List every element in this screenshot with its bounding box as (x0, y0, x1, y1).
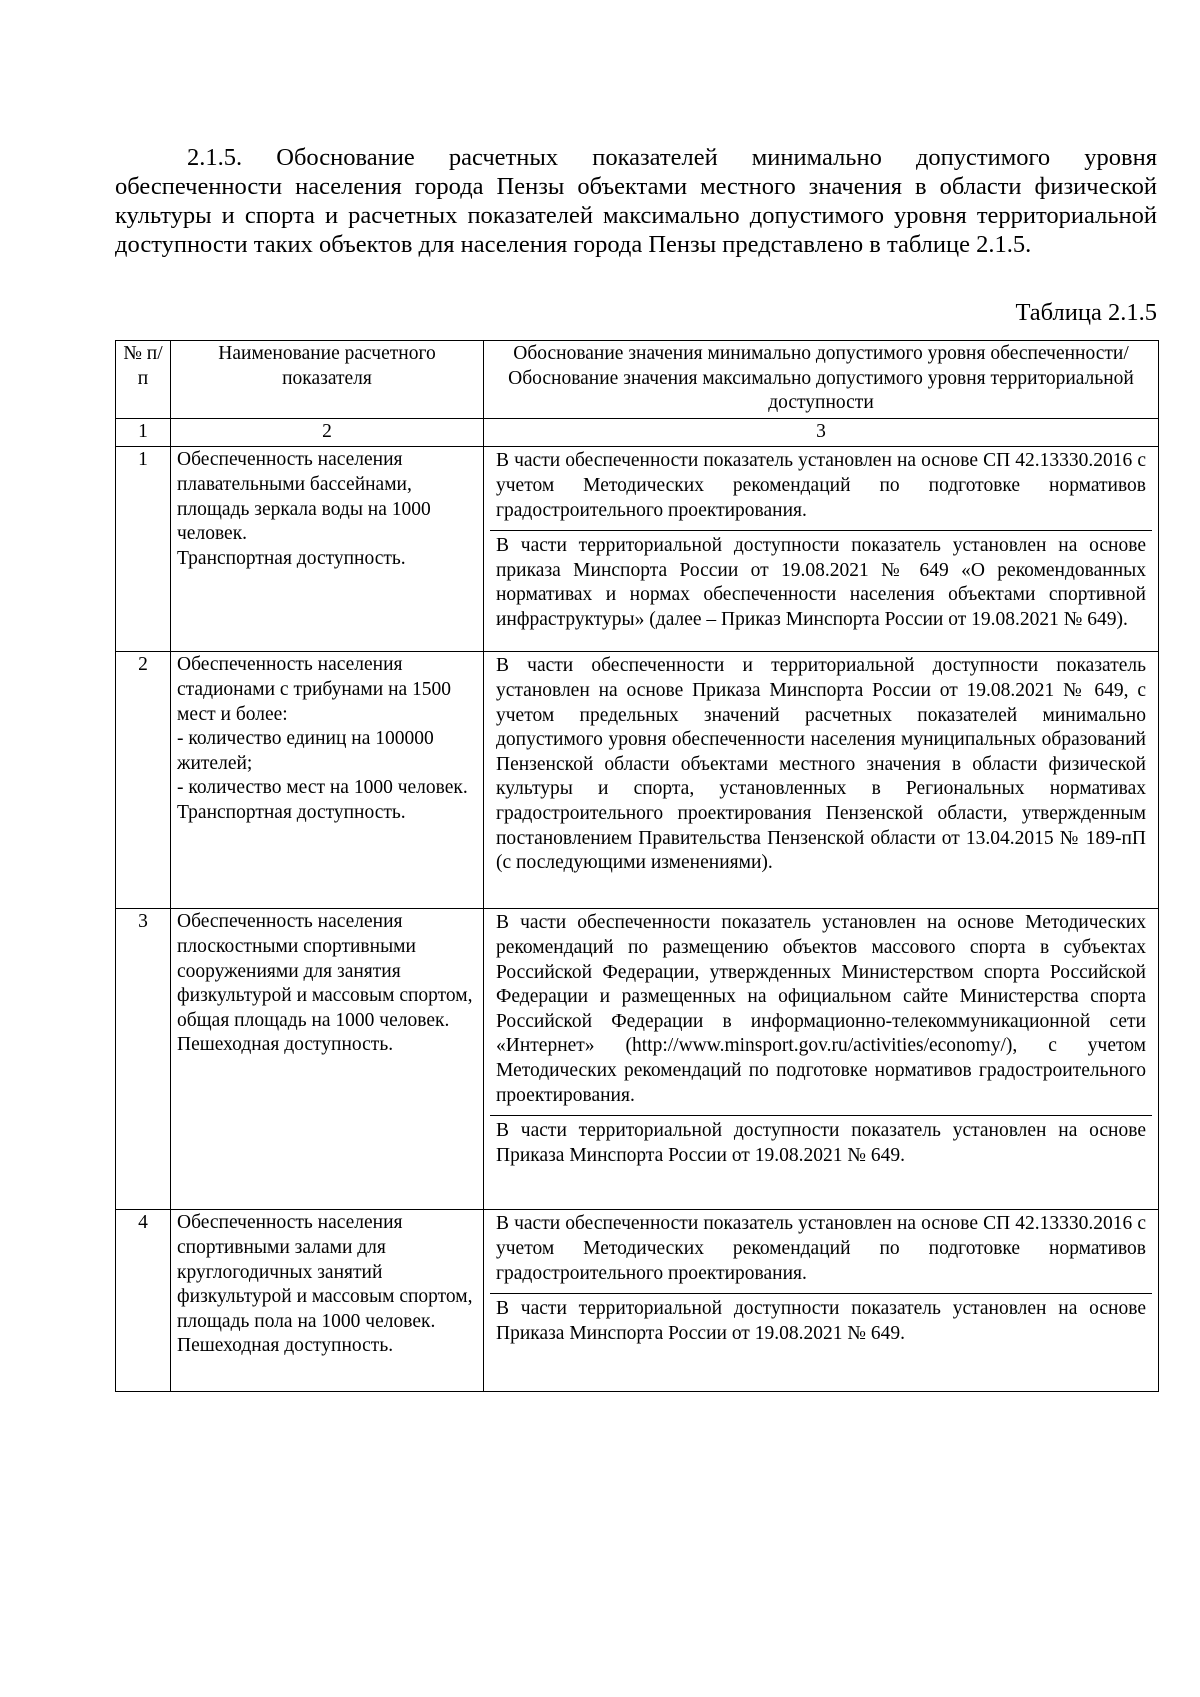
indicator-name-line: Пешеходная доступность. (177, 1335, 394, 1357)
intro-paragraph: 2.1.5. Обоснование расчетных показателей минимально допустимого уровня обеспеченности населения города Пензы объектами местного значения в области физической культуры и спорта и расчетных показателей максимально допустимого уровня территориальной доступности таких объектов для населения города Пензы представлено в таблице 2.1.5. (115, 144, 1157, 258)
row-number: 3 (116, 909, 171, 1210)
justification-cell (484, 652, 1159, 909)
table-header-row (116, 341, 1159, 419)
indicator-name-line: Обеспеченность населения стадионами с трибунами на 1500 мест и более: (177, 654, 452, 725)
justification-text: В части обеспеченности показатель установлен на основе СП 42.13330.2016 с учетом Методических рекомендаций по подготовке нормативов градостроительного проектирования. (496, 1213, 1146, 1284)
indicator-name (171, 1210, 484, 1392)
table-row (116, 447, 1159, 652)
justification-text: В части обеспеченности показатель установлен на основе СП 42.13330.2016 с учетом Методических рекомендаций по подготовке нормативов градостроительного проектирования. (496, 450, 1146, 521)
justification-cell (484, 447, 1159, 652)
column-number-3: 3 (484, 418, 1159, 447)
column-number-1: 1 (116, 418, 171, 447)
row-number: 2 (116, 652, 171, 909)
row-number: 1 (116, 447, 171, 652)
header-num: № п/п (116, 341, 171, 419)
indicator-name-line: Транспортная доступность. (177, 547, 406, 569)
header-justification-line2: Обоснование значения максимально допустимого уровня территориальной доступности (508, 367, 1134, 414)
table-caption: Таблица 2.1.5 (1015, 299, 1157, 326)
justification-cell (484, 909, 1159, 1210)
indicator-name (171, 652, 484, 909)
header-justification (484, 341, 1159, 419)
justification-text: В части территориальной доступности показатель установлен на основе приказа Минспорта России от 19.08.2021 № 649 «О рекомендованных нормативах и нормах обеспеченности населения объектами спортивной инфраструктуры» (далее – Приказ Минспорта России от 19.08.2021 № 649). (490, 530, 1152, 635)
indicator-name-line: - количество мест на 1000 человек. (177, 777, 468, 799)
justification-cell (484, 1210, 1159, 1392)
indicator-name-line: Транспортная доступность. (177, 801, 406, 823)
indicator-name (171, 447, 484, 652)
justification-table (115, 340, 1159, 1392)
row-number: 4 (116, 1210, 171, 1392)
justification-text: В части обеспеченности показатель установлен на основе Методических рекомендаций по размещению объектов массового спорта в субъектах Российской Федерации, утвержденных Министерством спорта Российской Федерации и размещенных на официальном сайте Министерства спорта Российской Федерации в информационно-телекоммуникационной сети «Интернет» (http://www.minsport.gov.ru/activities/economy/), с учетом Методических рекомендаций по подготовке нормативов градостроительного проектирования. (496, 912, 1146, 1106)
table-row (116, 652, 1159, 909)
indicator-name-line: Пешеходная доступность. (177, 1034, 394, 1056)
column-number-row (116, 418, 1159, 447)
header-justification-line1: Обоснование значения минимально допустимого уровня обеспеченности/ (513, 343, 1129, 364)
indicator-name-line: Обеспеченность населения плоскостными спортивными сооружениями для занятия физкультурой и массовым спортом, общая площадь на 1000 человек. (177, 911, 473, 1031)
table-row (116, 1210, 1159, 1392)
indicator-name (171, 909, 484, 1210)
table-row (116, 909, 1159, 1210)
indicator-name-line: Обеспеченность населения спортивными залами для круглогодичных занятий физкультурой и массовым спортом, площадь пола на 1000 человек. (177, 1212, 473, 1332)
justification-text: В части обеспеченности и территориальной доступности показатель установлен на основе Приказа Минспорта России от 19.08.2021 № 649, с учетом предельных значений расчетных показателей минимально допустимого уровня обеспеченности населения муниципальных образований Пензенской области объектами местного значения в области физической культуры и спорта, установленных в Региональных нормативах градостроительного проектирования Пензенской области, утвержденным постановлением Правительства Пензенской области от 13.04.2015 № 189-пП (с последующими изменениями). (496, 655, 1146, 874)
indicator-name-line: - количество единиц на 100000 жителей; (177, 728, 434, 774)
justification-text: В части территориальной доступности показатель установлен на основе Приказа Минспорта России от 19.08.2021 № 649. (490, 1115, 1152, 1171)
header-name: Наименование расчетного показателя (171, 341, 484, 419)
column-number-2: 2 (171, 418, 484, 447)
indicator-name-line: Обеспеченность населения плавательными бассейнами, площадь зеркала воды на 1000 человек. (177, 449, 431, 545)
justification-text: В части территориальной доступности показатель установлен на основе Приказа Минспорта России от 19.08.2021 № 649. (490, 1293, 1152, 1349)
